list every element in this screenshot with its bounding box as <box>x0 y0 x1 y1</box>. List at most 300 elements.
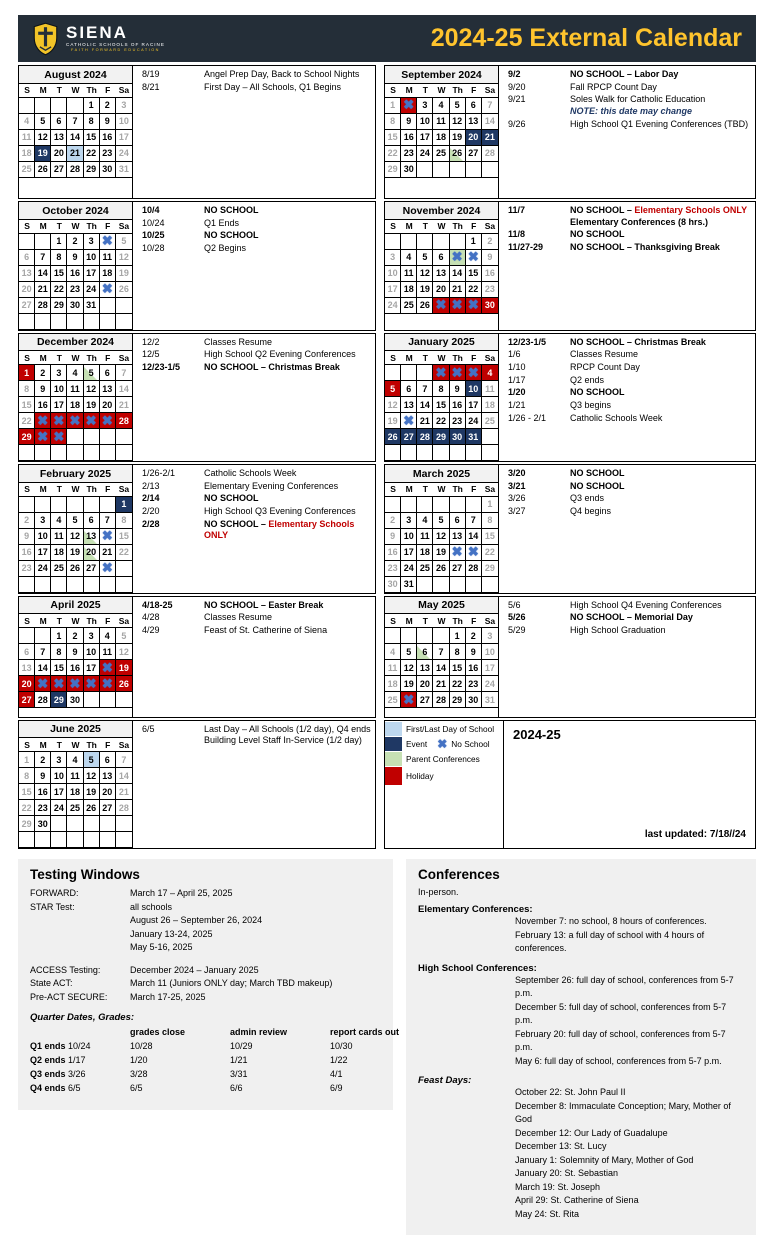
day-number: 29 <box>435 431 446 442</box>
day-cell <box>401 266 417 282</box>
day-cell <box>116 513 132 529</box>
day-cell <box>100 768 116 784</box>
note-row <box>142 337 371 349</box>
day-cell <box>417 397 433 413</box>
day-number: 18 <box>53 547 64 557</box>
legend-swatch-first-last-day <box>385 722 402 736</box>
note-text <box>570 94 751 117</box>
day-cell-empty <box>19 314 35 330</box>
day-cell-empty <box>116 577 132 593</box>
day-cell <box>466 282 482 298</box>
day-number: 4 <box>24 116 30 126</box>
day-number: 31 <box>403 579 414 589</box>
note-row <box>508 600 751 612</box>
quarter-name: Q3 ends <box>30 1068 66 1079</box>
dow-label: M <box>39 221 47 231</box>
day-cell <box>100 397 116 413</box>
dow-label: F <box>471 85 477 95</box>
note-row <box>508 612 751 624</box>
day-cell-empty <box>450 162 466 178</box>
day-number: 11 <box>387 662 398 673</box>
day-number: 18 <box>69 399 80 410</box>
conference-item: October 22: St. John Paul II <box>515 1087 626 1097</box>
day-number: 30 <box>387 579 398 589</box>
day-number: 9 <box>40 770 46 781</box>
dow-row <box>385 84 498 98</box>
note-line <box>204 337 371 349</box>
dow-row <box>385 614 498 628</box>
testing-windows-title: Testing Windows <box>30 867 140 882</box>
day-cell <box>116 162 132 178</box>
testing-label: ACCESS Testing: <box>30 964 101 975</box>
testing-row <box>30 928 381 942</box>
testing-row <box>30 914 381 928</box>
note-text <box>570 387 751 399</box>
dow-label: W <box>71 221 80 231</box>
dow-label: Sa <box>118 484 130 494</box>
day-cell-empty <box>116 561 132 577</box>
calendar-january-2025 <box>385 334 499 462</box>
note-date: 10/24 <box>142 217 165 228</box>
month-title: February 2025 <box>19 465 132 483</box>
dow-row <box>19 220 132 234</box>
conference-heading-feast-days-: Feast Days: <box>418 1075 472 1086</box>
testing-row <box>30 991 381 1005</box>
day-number: 1 <box>487 499 493 509</box>
day-number: 3 <box>121 100 127 110</box>
day-cell-empty <box>19 628 35 644</box>
note-row <box>508 625 751 637</box>
day-number: 3 <box>88 630 94 641</box>
day-cell-empty <box>100 577 116 593</box>
quarter-end-date: 1/17 <box>65 1054 86 1065</box>
day-number: 5 <box>121 236 127 246</box>
day-number: 31 <box>468 431 479 442</box>
conferences-section <box>406 859 756 1235</box>
testing-label <box>30 941 130 955</box>
day-cell <box>35 130 51 146</box>
day-number: 25 <box>419 563 430 573</box>
day-cell <box>84 752 100 768</box>
day-cell <box>385 413 401 429</box>
note-segment: Feast of St. Catherine of Siena <box>204 624 328 635</box>
quarter-cell: 3/31 <box>230 1068 248 1079</box>
dow-label: M <box>39 739 47 750</box>
day-number: 11 <box>70 383 80 394</box>
day-number: 1 <box>470 236 476 246</box>
day-number: 29 <box>21 431 32 442</box>
dow-label: M <box>405 484 413 494</box>
note-line <box>570 362 751 374</box>
testing-row <box>30 964 381 978</box>
day-cell-empty <box>417 365 433 381</box>
day-cell-empty <box>385 497 401 513</box>
day-cell <box>385 660 401 676</box>
day-cell <box>67 266 83 282</box>
day-cell <box>100 234 116 250</box>
day-number: 7 <box>72 116 78 126</box>
day-cell-empty <box>51 98 67 114</box>
day-number: 10 <box>86 252 97 262</box>
testing-label: FORWARD: <box>30 888 79 898</box>
day-cell <box>67 282 83 298</box>
day-cell <box>482 381 498 397</box>
day-number: 6 <box>56 116 62 126</box>
day-number: 6 <box>454 515 460 525</box>
day-number: 11 <box>485 383 495 394</box>
day-number: 19 <box>69 547 80 557</box>
note-date: 2/28 <box>142 518 160 529</box>
dow-label: Sa <box>118 221 130 231</box>
note-segment: High School Q4 Evening Conferences <box>570 599 722 610</box>
day-cell <box>100 282 116 298</box>
month-notes <box>133 66 375 198</box>
note-row <box>142 612 371 624</box>
note-row <box>508 468 751 480</box>
day-number: 1 <box>56 630 62 641</box>
day-cell <box>466 529 482 545</box>
day-cell <box>19 644 35 660</box>
day-number: 1 <box>24 367 30 378</box>
day-cell <box>466 429 482 445</box>
legend-item-holiday <box>385 767 503 786</box>
day-number: 16 <box>37 399 48 410</box>
day-number: 25 <box>387 694 398 705</box>
day-number: 15 <box>53 268 64 278</box>
note-segment: NO SCHOOL – Christmas Break <box>570 336 706 347</box>
dow-row <box>385 220 498 234</box>
day-cell <box>19 429 35 445</box>
day-number: 5 <box>422 252 428 262</box>
note-segment: NO SCHOOL <box>204 493 259 504</box>
note-text <box>570 375 751 387</box>
day-cell <box>100 413 116 429</box>
conference-sections <box>418 904 744 1221</box>
note-date: 11/7 <box>508 205 526 215</box>
day-number: 4 <box>438 100 444 110</box>
note-row <box>142 230 371 242</box>
day-cell <box>417 114 433 130</box>
day-cell-empty <box>482 577 498 593</box>
dow-label: F <box>105 484 111 494</box>
conference-item: March 19: St. Joseph <box>515 1181 601 1192</box>
dow-row <box>385 483 498 497</box>
note-segment: Q1 Ends <box>204 217 240 228</box>
day-number: 11 <box>420 531 430 541</box>
quarter-row <box>30 1040 381 1054</box>
day-cell-empty <box>51 832 67 848</box>
day-cell <box>433 130 449 146</box>
day-cell <box>401 577 417 593</box>
note-text <box>204 205 371 217</box>
quarter-end-date: 10/24 <box>65 1040 91 1051</box>
day-cell <box>19 784 35 800</box>
day-cell <box>84 266 100 282</box>
day-cell <box>466 692 482 708</box>
day-number: 8 <box>56 646 62 657</box>
dow-label: W <box>71 739 80 750</box>
day-cell <box>385 250 401 266</box>
day-cell-empty <box>450 234 466 250</box>
day-number: 12 <box>69 531 80 541</box>
note-segment: Fall RPCP Count Day <box>570 81 657 92</box>
month-box-march-2025 <box>384 464 756 594</box>
legend-item-first-last-day <box>385 722 503 737</box>
note-row <box>508 481 751 493</box>
calendar-september-2024 <box>385 66 499 198</box>
day-cell-empty <box>417 628 433 644</box>
day-cell <box>450 561 466 577</box>
day-number: 16 <box>21 547 32 557</box>
day-cell <box>116 628 132 644</box>
testing-windows-section <box>18 859 400 1110</box>
day-cell <box>482 545 498 561</box>
day-cell <box>433 298 449 314</box>
quarter-cell: 10/28 <box>130 1040 153 1051</box>
note-line <box>204 468 371 480</box>
dow-label: T <box>56 739 62 750</box>
day-grid <box>19 98 132 178</box>
quarter-cell: 1/22 <box>330 1054 348 1065</box>
day-number: 5 <box>406 646 412 657</box>
note-segment: Classes Resume <box>204 336 273 347</box>
day-cell <box>84 250 100 266</box>
day-cell-empty <box>466 577 482 593</box>
day-cell <box>116 114 132 130</box>
note-segment: Last Day – All Schools (1/2 day), Q4 ends <box>204 723 371 734</box>
day-cell <box>116 98 132 114</box>
day-cell-empty <box>116 445 132 461</box>
day-number: 18 <box>21 148 32 158</box>
day-number: 17 <box>53 786 64 797</box>
day-cell <box>116 381 132 397</box>
day-number: 21 <box>484 132 495 142</box>
day-number: 17 <box>86 268 97 278</box>
month-notes <box>499 66 755 198</box>
day-number: 9 <box>454 383 460 394</box>
day-number: 3 <box>487 630 493 641</box>
day-cell <box>35 266 51 282</box>
note-text <box>570 400 751 412</box>
note-segment: NO SCHOOL <box>570 229 625 240</box>
note-date: 10/25 <box>142 230 165 241</box>
day-cell-empty <box>385 445 401 461</box>
note-segment: Q4 begins <box>570 506 612 517</box>
day-grid <box>19 628 132 708</box>
note-line <box>204 481 371 493</box>
note-text <box>204 625 371 637</box>
note-row <box>508 362 751 374</box>
day-cell <box>450 413 466 429</box>
calendar-may-2025 <box>385 597 499 717</box>
day-number: 16 <box>69 268 80 278</box>
day-number: 12 <box>118 646 129 657</box>
day-cell-empty <box>482 429 498 445</box>
day-cell <box>35 768 51 784</box>
day-cell-empty <box>466 445 482 461</box>
month-title: November 2024 <box>385 202 498 220</box>
day-cell-empty <box>433 497 449 513</box>
day-cell <box>466 266 482 282</box>
calendar-august-2024 <box>19 66 133 198</box>
day-number: 4 <box>104 630 110 641</box>
day-number: 16 <box>37 786 48 797</box>
day-number: 18 <box>403 284 414 294</box>
day-number: 6 <box>88 515 94 525</box>
dow-label: S <box>390 352 396 363</box>
day-cell <box>466 676 482 692</box>
note-text <box>570 337 751 349</box>
day-number: 19 <box>435 547 446 557</box>
day-number: 5 <box>40 116 46 126</box>
day-number: 12 <box>118 252 129 262</box>
day-number: 21 <box>419 415 430 426</box>
conference-item: February 20: full day of school, conferences from 5-7 p.m. <box>515 1028 726 1052</box>
testing-label: STAR Test: <box>30 901 75 912</box>
note-text <box>204 349 371 361</box>
note-line <box>570 119 751 131</box>
day-number: 5 <box>72 515 78 525</box>
day-cell <box>100 266 116 282</box>
day-cell-empty <box>35 445 51 461</box>
day-cell-empty <box>401 628 417 644</box>
note-text <box>204 506 371 518</box>
day-cell-empty <box>466 497 482 513</box>
day-number: 10 <box>468 383 479 394</box>
note-segment: Classes Resume <box>204 612 273 623</box>
day-number: 13 <box>452 531 463 541</box>
day-cell-empty <box>401 234 417 250</box>
day-cell <box>450 644 466 660</box>
day-grid <box>385 628 498 708</box>
day-number: 12 <box>387 399 398 410</box>
day-number: 2 <box>72 236 78 246</box>
day-cell-empty <box>84 816 100 832</box>
dow-label: S <box>24 221 30 231</box>
day-cell <box>19 513 35 529</box>
dow-label: S <box>24 484 30 494</box>
day-number: 15 <box>468 268 479 278</box>
day-cell <box>417 660 433 676</box>
day-cell <box>116 266 132 282</box>
legend-label: Event <box>406 739 428 749</box>
note-row <box>508 82 751 94</box>
note-segment: Q2 ends <box>570 374 605 385</box>
day-cell-empty <box>417 445 433 461</box>
day-number: 19 <box>118 662 129 673</box>
testing-spacer <box>30 955 381 964</box>
day-cell <box>67 513 83 529</box>
note-row <box>508 94 751 117</box>
day-cell <box>84 529 100 545</box>
day-cell <box>385 644 401 660</box>
day-grid <box>385 497 498 593</box>
quarter-end-date: 6/5 <box>65 1082 81 1093</box>
header-bar <box>18 15 756 62</box>
day-number: 27 <box>21 300 32 310</box>
note-row <box>508 119 751 131</box>
day-cell-empty <box>116 314 132 330</box>
note-text <box>204 724 371 747</box>
day-number: 7 <box>470 515 476 525</box>
day-cell <box>100 628 116 644</box>
day-cell <box>51 250 67 266</box>
day-number: 4 <box>72 367 78 378</box>
day-cell <box>450 266 466 282</box>
day-cell <box>466 381 482 397</box>
day-cell <box>401 298 417 314</box>
day-cell <box>51 561 67 577</box>
note-row <box>142 493 371 505</box>
day-number: 24 <box>86 284 97 294</box>
day-cell <box>67 676 83 692</box>
day-cell <box>19 365 35 381</box>
testing-value: March 17 – April 25, 2025 <box>130 888 233 898</box>
dow-label: T <box>422 221 428 231</box>
day-number: 13 <box>403 399 414 410</box>
note-row <box>142 724 371 747</box>
day-cell <box>417 513 433 529</box>
note-date: 9/21 <box>508 94 526 105</box>
note-text <box>204 362 371 374</box>
note-segment: NO SCHOOL – Thanksgiving Break <box>570 242 720 253</box>
month-notes <box>499 334 755 462</box>
day-cell <box>482 234 498 250</box>
day-number: 26 <box>118 678 129 689</box>
note-segment: NO SCHOOL <box>204 205 259 215</box>
day-number: 4 <box>390 646 396 657</box>
day-number: 11 <box>70 770 80 781</box>
day-cell <box>19 768 35 784</box>
day-cell <box>100 381 116 397</box>
day-cell <box>35 676 51 692</box>
month-box-february-2025 <box>18 464 376 594</box>
day-cell-empty <box>35 577 51 593</box>
day-number: 2 <box>24 515 30 525</box>
day-cell <box>100 250 116 266</box>
month-notes <box>133 334 375 462</box>
day-number: 18 <box>435 132 446 142</box>
day-cell-empty <box>401 445 417 461</box>
siena-logo <box>32 22 165 56</box>
dow-row <box>19 483 132 497</box>
day-cell <box>116 146 132 162</box>
day-cell <box>67 397 83 413</box>
legend-box <box>384 720 504 850</box>
day-number: 3 <box>88 236 94 246</box>
day-number: 14 <box>37 662 48 673</box>
day-number: 27 <box>102 802 113 813</box>
day-cell <box>450 692 466 708</box>
day-number: 10 <box>484 646 495 657</box>
note-text <box>570 362 751 374</box>
day-grid <box>385 365 498 461</box>
dow-label: Th <box>452 615 463 626</box>
day-cell <box>35 298 51 314</box>
note-segment: High School Q2 Evening Conferences <box>204 349 356 360</box>
calendar-november-2024 <box>385 202 499 330</box>
dow-row <box>19 84 132 98</box>
dow-label: T <box>56 615 62 626</box>
day-number: 1 <box>121 499 127 509</box>
day-cell <box>19 130 35 146</box>
day-number: 6 <box>470 100 476 110</box>
day-number: 16 <box>403 132 414 142</box>
note-line <box>204 625 371 637</box>
day-number: 18 <box>69 786 80 797</box>
day-number: 21 <box>435 678 446 689</box>
day-cell-empty <box>51 314 67 330</box>
